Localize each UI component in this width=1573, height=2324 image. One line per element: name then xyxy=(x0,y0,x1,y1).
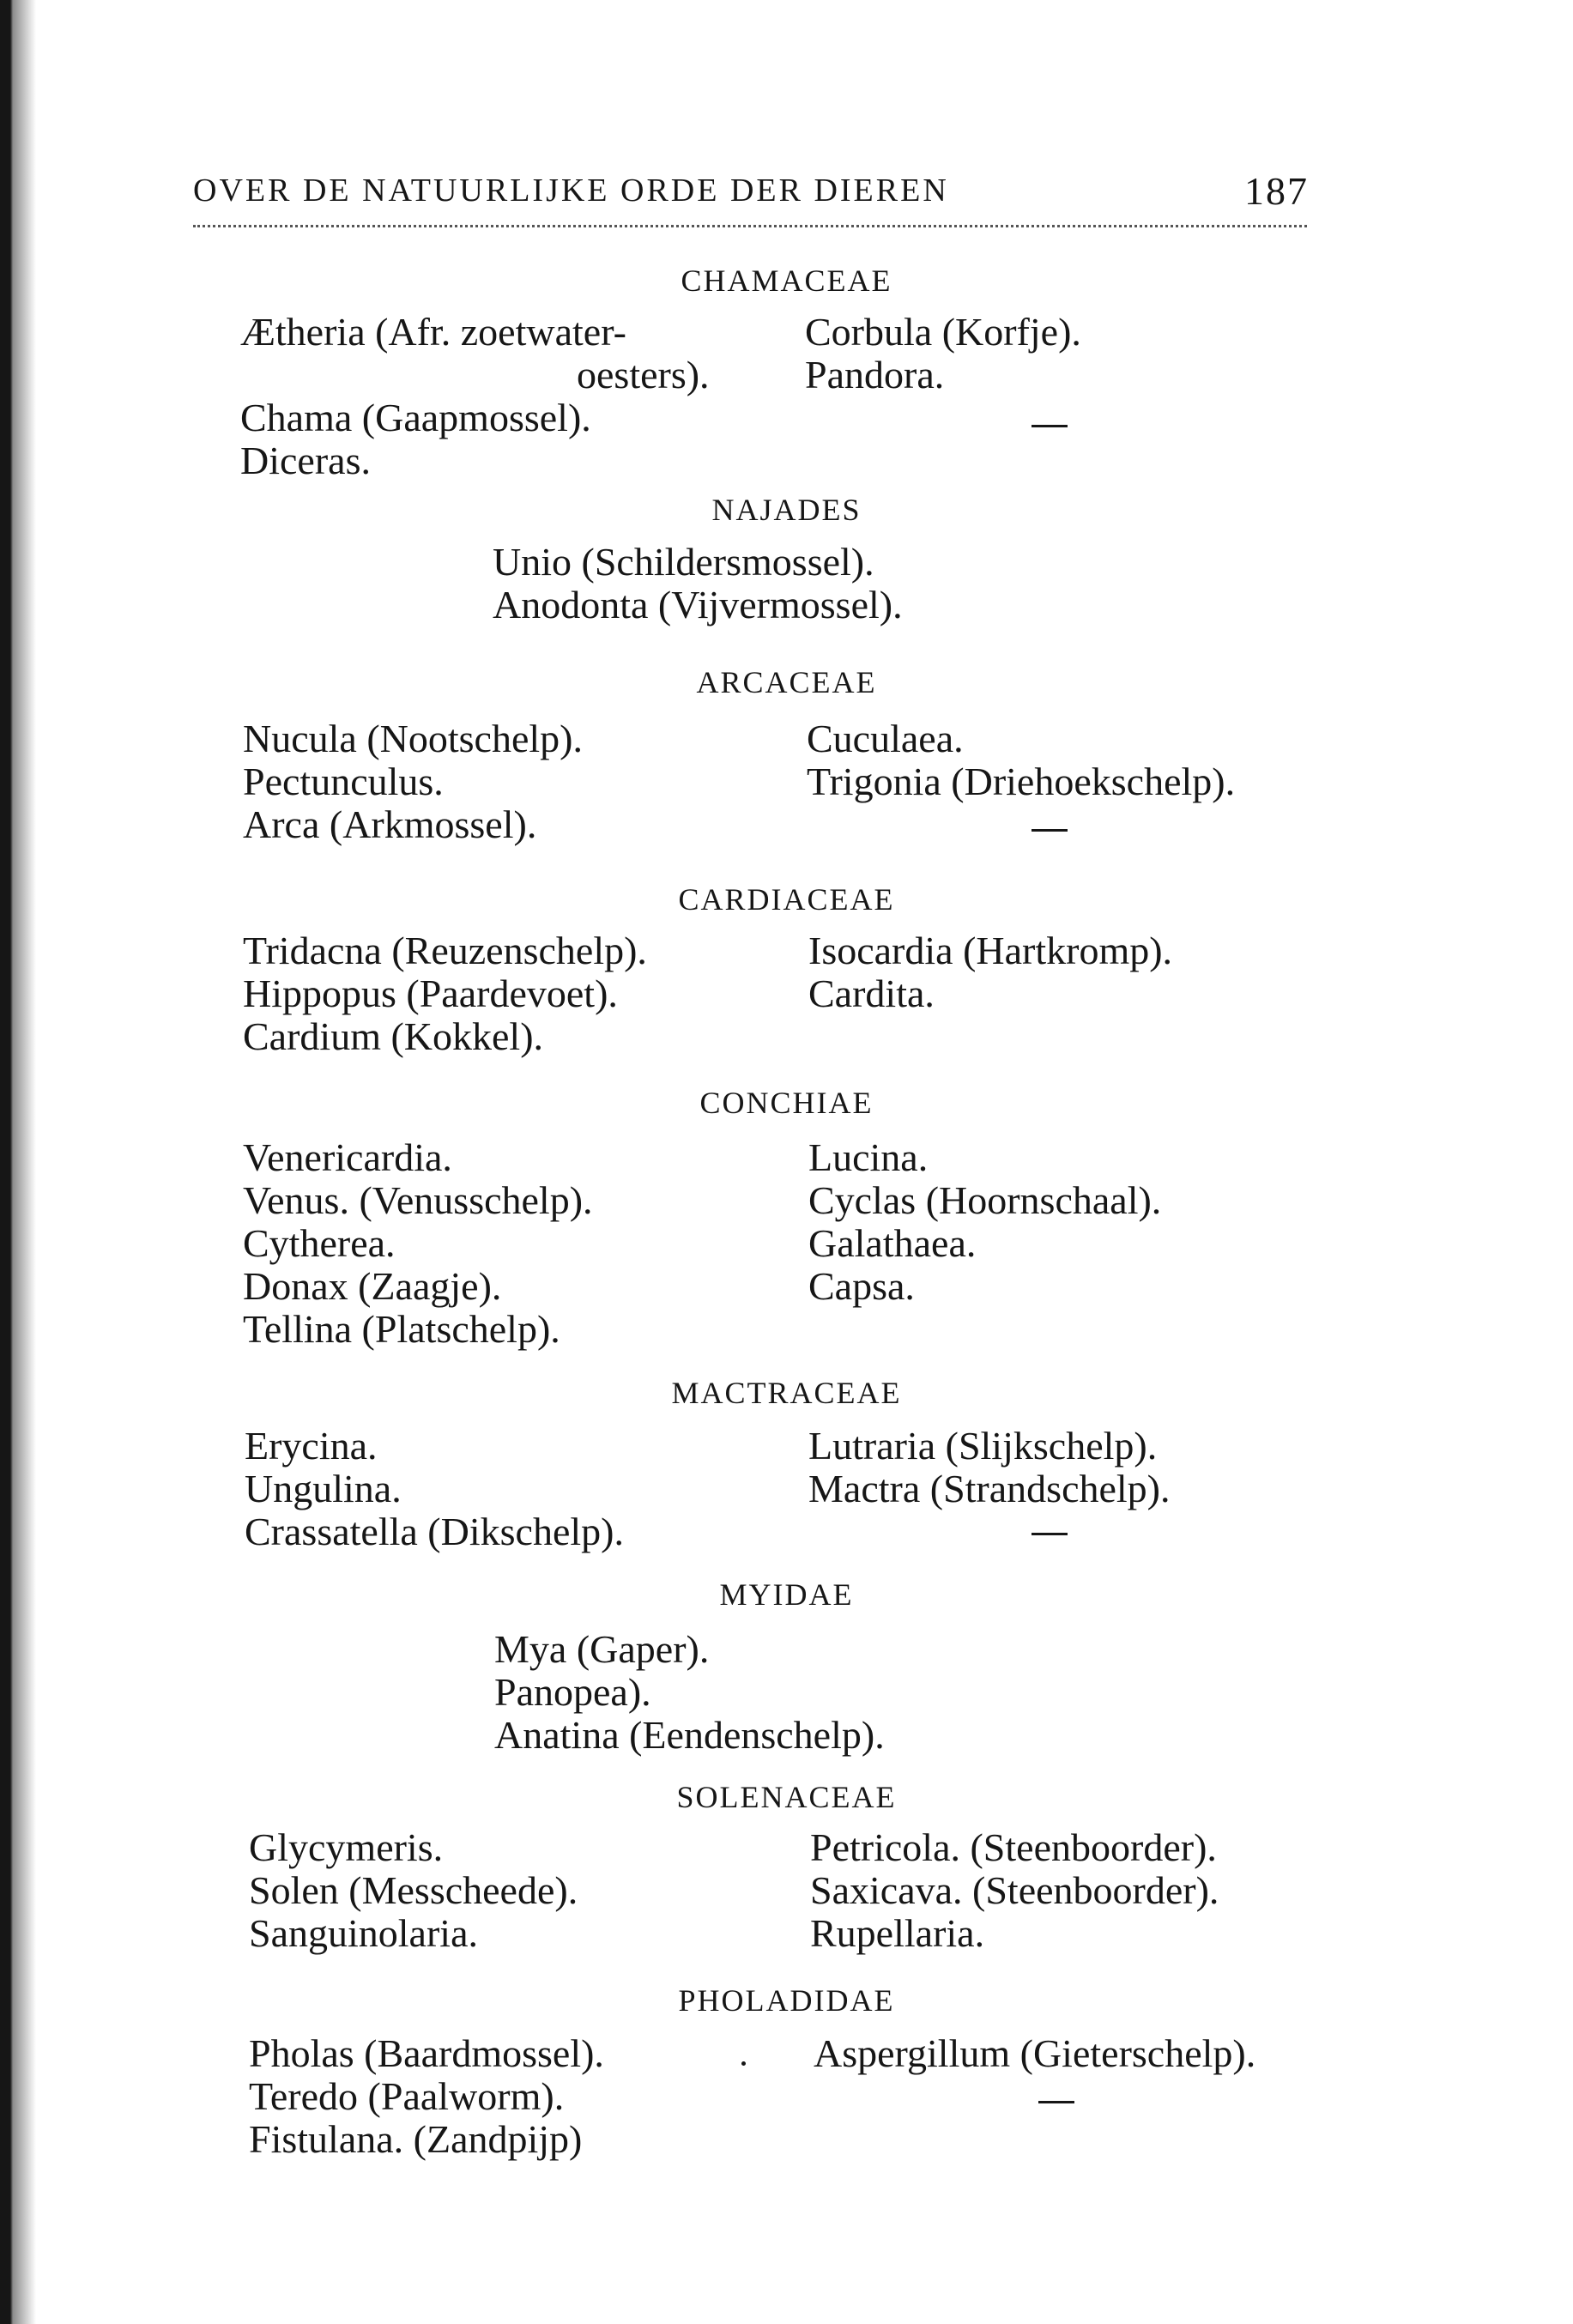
section-title-conchiae: CONCHIAE xyxy=(699,1086,874,1120)
list-item: Pectunculus. xyxy=(243,760,444,803)
list-item: Cytherea. xyxy=(243,1221,396,1265)
header-rule xyxy=(193,225,1307,227)
list-item: Cuculaea. xyxy=(807,717,964,760)
list-item: Corbula (Korfje). xyxy=(805,310,1081,354)
list-item: Mya (Gaper). xyxy=(494,1627,710,1671)
list-item: Venericardia. xyxy=(243,1135,452,1179)
list-item: Tellina (Platschelp). xyxy=(243,1307,560,1351)
list-item: Solen (Messcheede). xyxy=(249,1868,578,1912)
running-header xyxy=(193,169,1309,223)
list-item: Hippopus (Paardevoet). xyxy=(243,971,618,1015)
section-title-mactraceae: MACTRACEAE xyxy=(671,1376,902,1410)
section-end-dash xyxy=(1032,829,1068,832)
list-item: Pholas (Baardmossel). xyxy=(249,2031,604,2075)
section-end-dash xyxy=(1032,1533,1068,1535)
list-item: Crassatella (Dikschelp). xyxy=(245,1510,624,1553)
list-item: Anodonta (Vijvermossel). xyxy=(493,583,903,626)
list-item: oesters). xyxy=(577,353,710,396)
list-item: Capsa. xyxy=(808,1264,915,1308)
page-number: 187 xyxy=(1244,169,1309,213)
list-item: Cyclas (Hoornschaal). xyxy=(808,1178,1162,1222)
list-item: Tridacna (Reuzenschelp). xyxy=(243,929,647,972)
list-item: Unio (Schildersmossel). xyxy=(493,540,874,584)
list-item: Lucina. xyxy=(808,1135,929,1179)
section-end-dash xyxy=(1032,425,1068,427)
section-title-myidae: MYIDAE xyxy=(719,1577,854,1612)
list-item: Isocardia (Hartkromp). xyxy=(808,929,1173,972)
list-item: Teredo (Paalworm). xyxy=(249,2074,565,2118)
list-item: Nucula (Nootschelp). xyxy=(243,717,583,760)
list-item: Saxicava. (Steenboorder). xyxy=(810,1868,1219,1912)
list-item: Mactra (Strandschelp). xyxy=(808,1467,1171,1510)
section-title-cardiaceae: CARDIACEAE xyxy=(678,882,895,917)
list-item: Donax (Zaagje). xyxy=(243,1264,502,1308)
list-item: Anatina (Eendenschelp). xyxy=(494,1713,885,1757)
list-item: Cardita. xyxy=(808,971,935,1015)
list-item: Ætheria (Afr. zoetwater- xyxy=(240,310,626,354)
list-item: Ungulina. xyxy=(245,1467,402,1510)
section-title-solenaceae: SOLENACEAE xyxy=(676,1780,897,1814)
list-item: Cardium (Kokkel). xyxy=(243,1014,544,1058)
list-item: Sanguinolaria. xyxy=(249,1911,478,1955)
list-item: Panopea). xyxy=(494,1670,651,1714)
list-item: Trigonia (Driehoekschelp). xyxy=(807,760,1236,803)
list-item: Erycina. xyxy=(245,1424,378,1468)
list-item: Petricola. (Steenboorder). xyxy=(810,1825,1217,1869)
list-item: Galathaea. xyxy=(808,1221,977,1265)
section-title-najades: NAJADES xyxy=(711,493,862,527)
list-item: Pandora. xyxy=(805,353,945,396)
list-item: Venus. (Venusschelp). xyxy=(243,1178,593,1222)
list-item: Fistulana. (Zandpijp) xyxy=(249,2117,583,2161)
stray-dot xyxy=(741,2061,746,2066)
list-item: Chama (Gaapmossel). xyxy=(240,396,591,439)
list-item: Diceras. xyxy=(240,439,371,482)
binding-gutter xyxy=(0,0,36,2324)
section-title-arcaceae: ARCACEAE xyxy=(696,665,877,699)
list-item: Lutraria (Slijkschelp). xyxy=(808,1424,1158,1468)
list-item: Glycymeris. xyxy=(249,1825,444,1869)
section-title-pholadidae: PHOLADIDAE xyxy=(678,1983,895,2018)
section-title-chamaceae: CHAMACEAE xyxy=(681,263,892,298)
list-item: Arca (Arkmossel). xyxy=(243,802,537,846)
section-end-dash xyxy=(1038,2101,1074,2103)
running-title: OVER DE NATUURLIJKE ORDE DER DIEREN xyxy=(193,172,949,209)
list-item: Rupellaria. xyxy=(810,1911,985,1955)
list-item: Aspergillum (Gieterschelp). xyxy=(814,2031,1256,2075)
